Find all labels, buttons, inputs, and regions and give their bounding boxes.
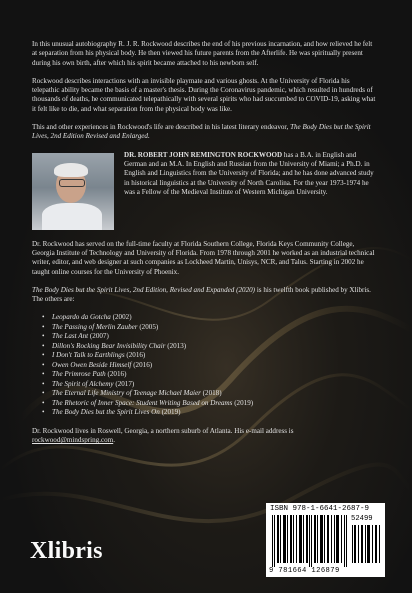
career-paragraph: Dr. Rockwood has served on the full-time faculty at Florida Southern College, Florida Keys Community College, Georgia Institute of Technology and University of Florida. From 1978 through 2001 he worked as an industrial technical writer, editor, and web designer at such companies as Lockheed Martin, Unisys, NCR, and Talus. Starting in 2002 he taught online courses for the University of Phoenix. xyxy=(32,239,375,276)
list-item: • The Eternal Life Ministry of Teenage Michael Maier (2018) xyxy=(52,389,378,399)
list-item: • Dillon's Rocking Bear Invisibility Chair (2013) xyxy=(52,342,378,352)
list-item: • The Body Dies but the Spirit Lives On (2019) xyxy=(52,408,378,418)
books-intro-rest: is his twelfth book published by Xlibris. The others are: xyxy=(32,285,371,304)
residence-text: Dr. Rockwood lives in Roswell, Georgia, a northern suburb of Atlanta. His e-mail address is xyxy=(32,426,294,435)
list-item: • The Last Ant (2007) xyxy=(52,332,378,342)
intro-paragraph-2: Rockwood describes interactions with an invisible playmate and various ghosts. At the University of Florida his telepathic ability became the basis of a master's thesis. During the Coronavirus pandemic, which resulted in hundreds of thousands of deaths, he communicated telepathically with several spirits who had succumbed to COVID-19, asking what it felt like to die, and what separation from the physical body was like. xyxy=(32,76,376,113)
back-cover-text xyxy=(32,40,378,455)
intro-paragraph-1: In this unusual autobiography R. J. R. Rockwood describes the end of his previous incarnation, and how relieved he felt at separation from his physical body. He then viewed his future parents from the Afterlife. He was spiritually present during his own birth, after which his spirit became attached to his newborn self. xyxy=(32,40,373,67)
barcode-icon xyxy=(272,515,348,567)
list-item: • I Don't Talk to Earthlings (2016) xyxy=(52,351,378,361)
price-code: 52499 xyxy=(351,515,373,523)
featured-book-title: The Body Dies but the Spirit Lives, 2nd Edition Revised and Enlarged. xyxy=(32,123,371,141)
price-barcode-icon xyxy=(352,525,380,563)
list-item: • The Spirit of Alchemy (2017) xyxy=(52,380,378,390)
list-item: • Leopardo da Gotcha (2002) xyxy=(52,313,378,323)
isbn-digits: 9 781664 126879 xyxy=(269,567,340,575)
author-bio-block xyxy=(32,151,378,231)
list-item: • The Primrose Path (2016) xyxy=(52,370,378,380)
books-intro xyxy=(32,286,378,305)
author-bio-text: has a B.A. in English and German and an M.A. In English and Russian from the University of Miami; a Ph.D. in English and Linguistics from the University of Florida; and he has done advanced study in historical linguistics at the University of North Carolina. For the year 1973-1974 he was a Fellow of the Medieval Institute of Western Michigan University. xyxy=(124,150,374,196)
author-photo xyxy=(32,153,114,230)
isbn-number: ISBN 978-1-6641-2687-9 xyxy=(270,505,370,513)
email-link[interactable]: rockwood@mindspring.com xyxy=(32,436,114,445)
publisher-logo: Xlibris xyxy=(30,538,103,564)
list-item: • The Rhetoric of Inner Space: Student Writing Based on Dreams (2019) xyxy=(52,399,378,409)
author-name: DR. ROBERT JOHN REMINGTON ROCKWOOD xyxy=(124,150,283,159)
book-list xyxy=(32,313,378,418)
intro-paragraph-3 xyxy=(32,123,378,142)
list-item: • The Passing of Merlin Zauber (2005) xyxy=(52,323,378,333)
intro-paragraph-3-lead: This and other experiences in Rockwood's life are described in his latest literary endeavor, xyxy=(32,123,289,132)
author-bio xyxy=(124,151,378,197)
isbn-barcode xyxy=(266,503,385,577)
books-intro-title: The Body Dies but the Spirit Lives, 2nd Edition, Revised and Expanded (2020) xyxy=(32,285,256,294)
residence-paragraph: Dr. Rockwood lives in Roswell, Georgia, a northern suburb of Atlanta. His e-mail address is rockwood@mindspring.com. xyxy=(32,426,294,445)
list-item: • Owen Owen Beside Himself (2016) xyxy=(52,361,378,371)
